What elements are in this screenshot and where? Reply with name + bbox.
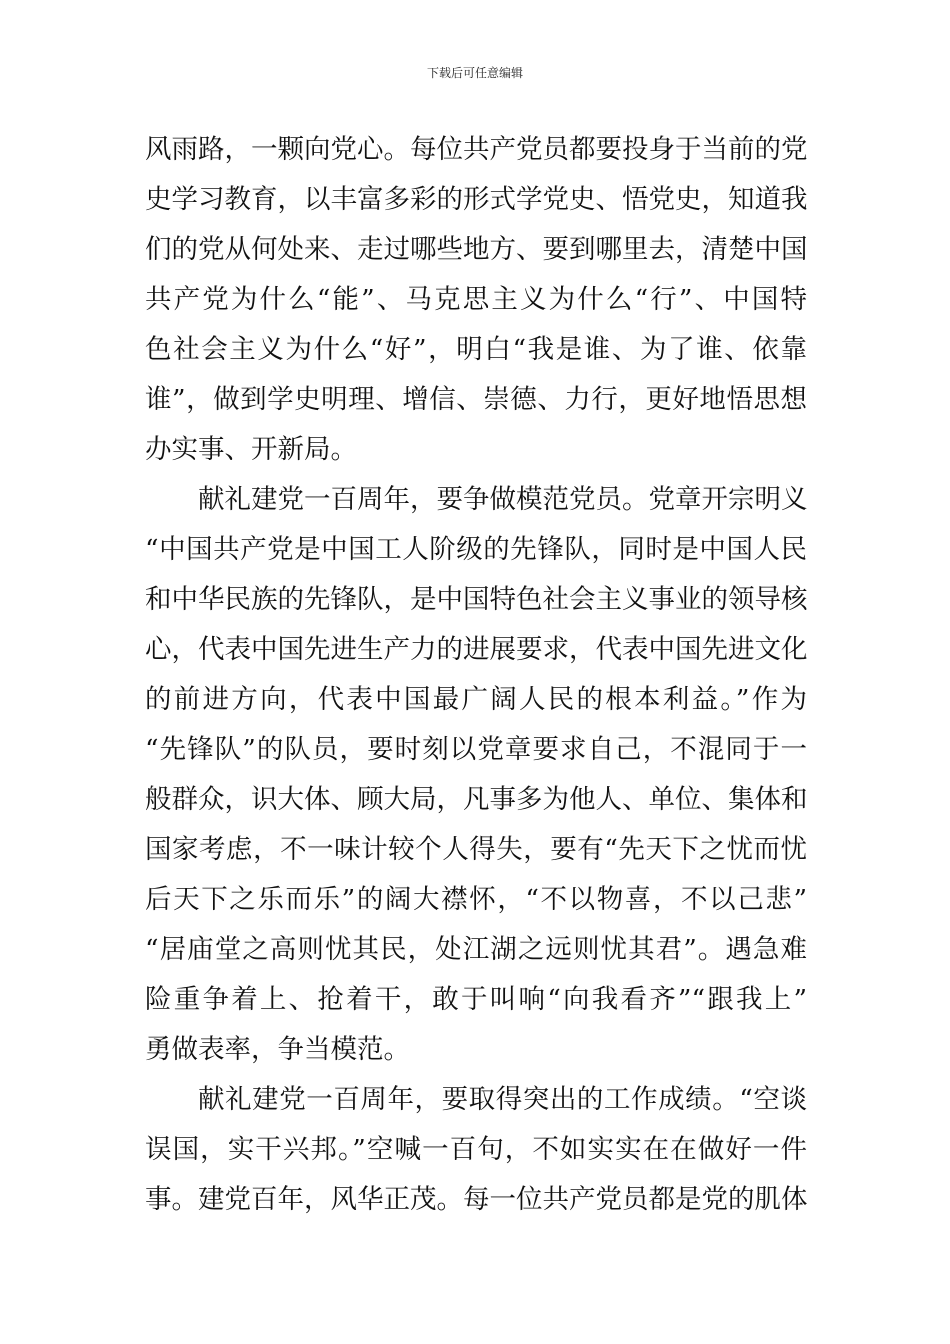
text-line: 风雨路，一颗向党心。每位共产党员都要投身于当前的党 (145, 134, 808, 165)
text-line: 们的党从何处来、走过哪些地方、要到哪里去，清楚中国 (145, 234, 808, 265)
text-line: 谁”，做到学史明理、增信、崇德、力行，更好地悟思想 (145, 384, 807, 415)
text-line: 献礼建党一百周年，要取得突出的工作成绩。“空谈 (198, 1084, 807, 1115)
text-line: 事。建党百年，风华正茂。每一位共产党员都是党的肌体 (145, 1184, 808, 1215)
text-line: 和中华民族的先锋队，是中国特色社会主义事业的领导核 (145, 584, 808, 615)
text-line: 共产党为什么“能”、马克思主义为什么“行”、中国特 (145, 284, 807, 315)
text-line: 后天下之乐而乐”的阔大襟怀，“不以物喜，不以己悲” (145, 884, 807, 915)
text-line: 心，代表中国先进生产力的进展要求，代表中国先进文化 (145, 634, 808, 665)
text-line: 般群众，识大体、顾大局，凡事多为他人、单位、集体和 (145, 784, 808, 815)
text-line: “居庙堂之高则忧其民，处江湖之远则忧其君”。遇急难 (145, 934, 807, 965)
text-line: “中国共产党是中国工人阶级的先锋队，同时是中国人民 (145, 534, 807, 565)
text-line: 史学习教育，以丰富多彩的形式学党史、悟党史，知道我 (145, 184, 808, 215)
text-line: 险重争着上、抢着干，敢于叫响“向我看齐”“跟我上” (145, 984, 807, 1015)
text-line: 办实事、开新局。 (145, 434, 357, 465)
page-header: 下载后可任意编辑 (426, 66, 523, 80)
text-line: 勇做表率，争当模范。 (145, 1034, 410, 1065)
text-line: 色社会主义为什么“好”，明白“我是谁、为了谁、依靠 (145, 334, 807, 365)
text-line: “先锋队”的队员，要时刻以党章要求自己，不混同于一 (145, 734, 807, 765)
text-line: 误国，实干兴邦。”空喊一百句，不如实实在在做好一件 (145, 1134, 807, 1165)
text-line: 的前进方向，代表中国最广阔人民的根本利益。”作为 (145, 684, 807, 715)
text-line: 献礼建党一百周年，要争做模范党员。党章开宗明义 (198, 484, 808, 515)
text-line: 国家考虑，不一味计较个人得失，要有“先天下之忧而忧 (145, 834, 807, 865)
